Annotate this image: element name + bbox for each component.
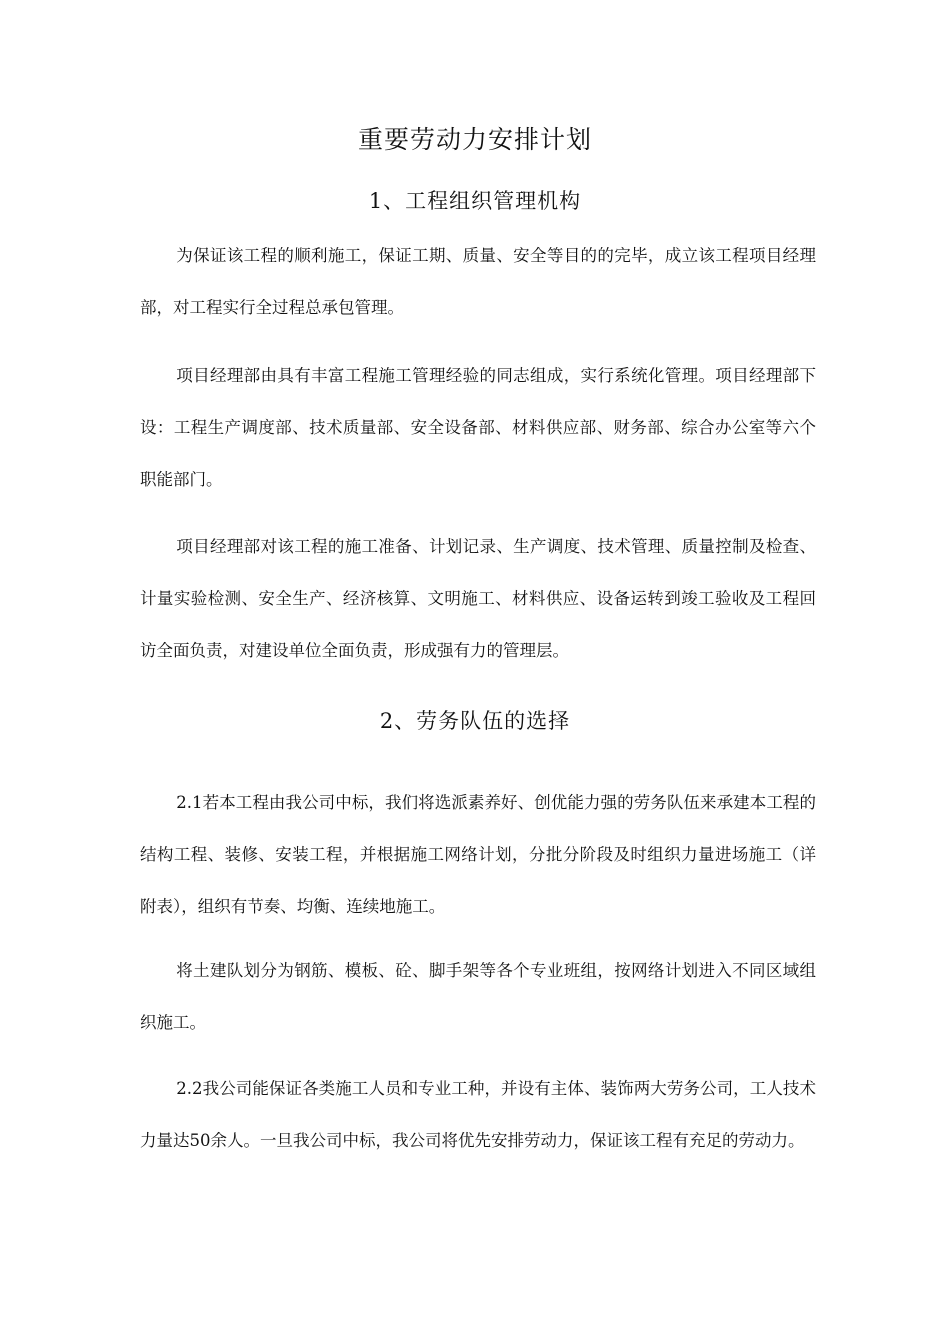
- section-heading-organization: 1、工程组织管理机构: [368, 189, 582, 213]
- paragraph: 项目经理部由具有丰富工程施工管理经验的同志组成，实行系统化管理。项目经理部下设：工程生产调度部、技术质量部、安全设备部、材料供应部、财务部、综合办公室等六个职能部门。: [140, 366, 816, 489]
- paragraph: 2.1若本工程由我公司中标，我们将选派素养好、创优能力强的劳务队伍来承建本工程的结构工程、装修、安装工程，并根据施工网络计划，分批分阶段及时组织力量进场施工（详附表），组织有节奏、均衡、连续地施工。: [140, 793, 816, 916]
- paragraph: 为保证该工程的顺利施工，保证工期、质量、安全等目的的完毕，成立该工程项目经理部，对工程实行全过程总承包管理。: [140, 246, 816, 317]
- paragraph: 项目经理部对该工程的施工准备、计划记录、生产调度、技术管理、质量控制及检查、计量实验检测、安全生产、经济核算、文明施工、材料供应、设备运转到竣工验收及工程回访全面负责，对建设单位全面负责，形成强有力的管理层。: [140, 537, 816, 660]
- paragraph: 2.2我公司能保证各类施工人员和专业工种，并设有主体、装饰两大劳务公司，工人技术力量达50余人。一旦我公司中标，我公司将优先安排劳动力，保证该工程有充足的劳动力。: [140, 1079, 816, 1150]
- section-heading-labor-team: 2、劳务队伍的选择: [379, 709, 571, 733]
- paragraph: 将土建队划分为钢筋、模板、砼、脚手架等各个专业班组，按网络计划进入不同区域组织施工。: [140, 961, 816, 1032]
- document-title: 重要劳动力安排计划: [357, 125, 592, 154]
